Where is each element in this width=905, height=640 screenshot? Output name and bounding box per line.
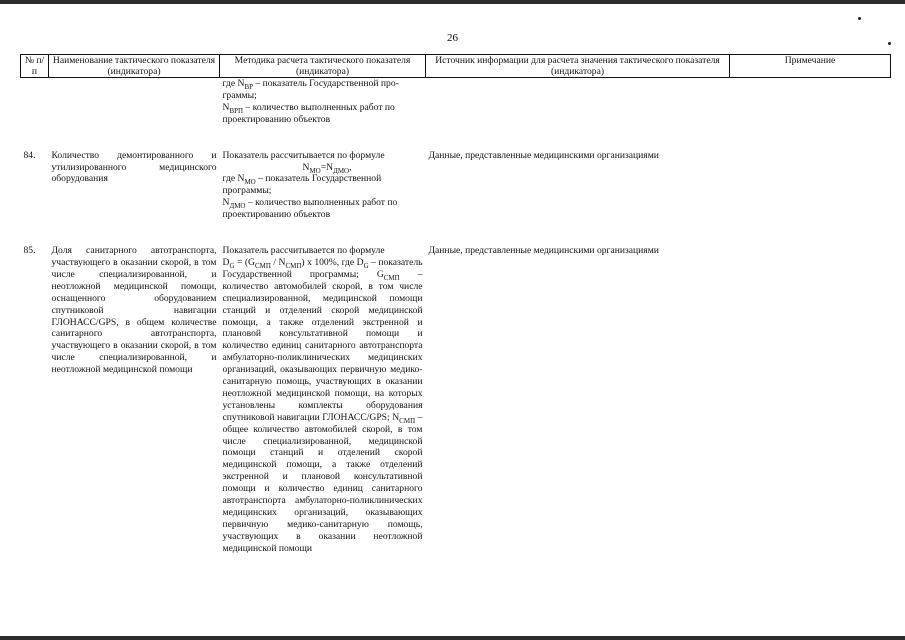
scan-speck (858, 17, 861, 20)
table-row-85 (21, 245, 891, 555)
formula: $N_{МО}=N_{ДМО}$, (302, 161, 352, 175)
table-header-row (21, 55, 891, 78)
indicator-name: Количество демонтированного и утилизированного медицинского оборудования (51, 149, 217, 185)
header-number: № п/п (21, 55, 49, 78)
indicator-table (20, 54, 891, 555)
calculation-method: Показатель рассчитывается по формуле $N_{МО}=N_{ДМО}$, где $N_{МО}$ – показатель Государственной программы; $N_{ДМО}$ – количество выполненных работ по проектированию объектов (220, 150, 426, 221)
page-number: 26 (447, 32, 458, 44)
row-number: 84. (23, 149, 36, 161)
scan-top-edge (0, 0, 905, 4)
header-calculation-method: Методика расчета тактического показателя (индикатора) (220, 55, 426, 78)
information-source: Данные, представленные медицинскими организациями (428, 149, 659, 161)
note-cell (730, 150, 891, 221)
calculation-method: Показатель рассчитывается по формуле $D_G = (G_{СМП} / N_{СМП})$ x 100%, где $D_G$ – показатель Государственной программы; $G_{СМП}$ – количество автомобилей скорой, в том числе специализированной, медицинской помощи станций и отделений скорой медицинской помощи, а также отделений экстренной и плановой консультативной помощи и количество единиц санитарного автотранспорта амбулаторно-поликлинических медицинских организаций, оказывающих первичную медико-санитарную помощь, участвующих в оказании неотложной медицинской помощи, на которых установлены комплекты оборудования спутниковой навигации ГЛОНАСС/GPS; $N_{СМП}$ – общее количество автомобилей скорой, в том числе специализированной, медицинской помощи станций и отделений скорой медицинской помощи, а также отделений экстренной и плановой консультативной помощи и количество единиц санитарного автотранспорта амбулаторно-поликлинических медицинских организаций, оказывающих первичную медико-санитарную помощь, участвующих в оказании неотложной медицинской помощи (222, 245, 423, 554)
formula: $D_G = (G_{СМП} / N_{СМП})$ x 100%, (222, 256, 340, 270)
information-source: Данные, представленные медицинскими организациями (428, 245, 659, 257)
header-note: Примечание (730, 55, 891, 78)
table-row-84 (21, 150, 891, 221)
table-row-continuation (21, 78, 891, 126)
scan-bottom-edge (0, 636, 905, 640)
note-cell (730, 245, 891, 555)
indicator-name: Доля санитарного автотранспорта, участвующего в оказании скорой, в том числе специализированной, и неотложной медицинской помощи, оснащенного оборудованием спутниковой навигации ГЛОНАСС/GPS, в общем количестве санитарного автотранспорта, участвующего в оказании скорой, в том числе специализированной, и неотложной медицинской помощи (51, 245, 217, 376)
header-information-source: Источник информации для расчета значения тактического показателя (индикатора) (426, 55, 730, 78)
header-indicator-name: Наименование тактического показателя (индикатора) (49, 55, 220, 78)
continuation-method: где $N_{ВР}$ – показатель Государственной про- граммы; $N_{ВРП}$ – количество выполненных работ по проектированию объектов (222, 78, 399, 125)
row-number: 85. (23, 245, 36, 257)
